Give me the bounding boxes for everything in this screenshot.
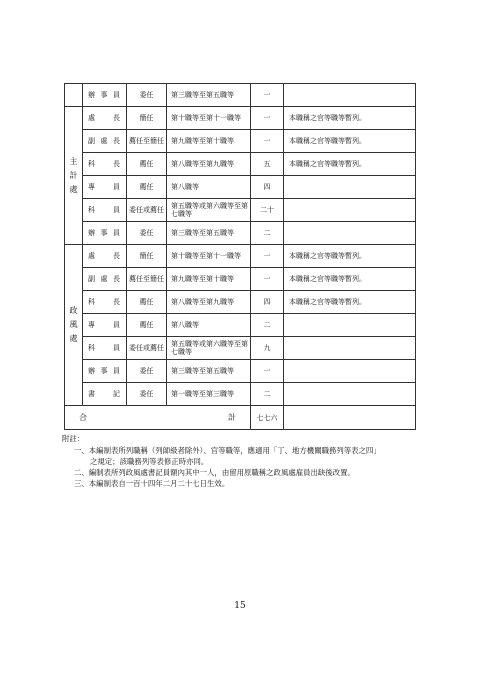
- table-row: [65, 222, 416, 245]
- rank-level-cell: 委任或薦任: [127, 199, 167, 222]
- rank-level-cell: 薦任至簡任: [127, 268, 167, 291]
- remark-cell: 本職稱之官等職等暫列。: [284, 245, 416, 268]
- headcount-cell: 一: [251, 107, 284, 130]
- table-row: [65, 153, 416, 176]
- remark-cell: [284, 383, 416, 406]
- remark-cell: [284, 222, 416, 245]
- note-item-1: 一、本編制表所列職稱（列師級者除外）、官等職等，應適用「丁、地方機關職務列等表之四」: [74, 446, 381, 455]
- grade-range-cell: 第九職等至第十職等: [167, 130, 251, 153]
- rank-level-cell: 簡任: [127, 245, 167, 268]
- unit-name-char: 政: [69, 306, 78, 315]
- remark-cell: [284, 314, 416, 337]
- total-label-cell: 合計: [65, 406, 251, 430]
- notes-section: [62, 433, 422, 489]
- total-remark-cell: [284, 406, 416, 430]
- headcount-cell: 一: [251, 245, 284, 268]
- grade-range-cell: 第八職等至第九職等: [167, 153, 251, 176]
- remark-cell: [284, 84, 416, 107]
- job-title-cell: 科員: [83, 199, 127, 222]
- rank-level-cell: 委任: [127, 383, 167, 406]
- unit-name-char: 風: [69, 320, 78, 329]
- unit-cell-blank: [65, 84, 83, 107]
- table-row: [65, 130, 416, 153]
- table-row: [65, 314, 416, 337]
- rank-level-cell: 簡任: [127, 107, 167, 130]
- headcount-cell: 一: [251, 268, 284, 291]
- grade-range-cell: 第十職等至第十一職等: [167, 245, 251, 268]
- job-title-cell: 副處長: [83, 268, 127, 291]
- page-number: 15: [234, 601, 246, 611]
- table-row: [65, 268, 416, 291]
- headcount-cell: 二: [251, 222, 284, 245]
- job-title-cell: 副處長: [83, 130, 127, 153]
- grade-range-cell: 第八職等至第九職等: [167, 291, 251, 314]
- headcount-cell: 二: [251, 314, 284, 337]
- unit-name-cell: [65, 107, 83, 245]
- total-row: [65, 406, 416, 430]
- rank-level-cell: 委任: [127, 360, 167, 383]
- remark-cell: 本職稱之官等職等暫列。: [284, 268, 416, 291]
- table-row: [65, 84, 416, 107]
- remark-cell: [284, 199, 416, 222]
- headcount-cell: 一: [251, 84, 284, 107]
- rank-level-cell: 薦任: [127, 176, 167, 199]
- grade-range-cell: 第八職等: [167, 176, 251, 199]
- job-title-cell: 辦事員: [83, 360, 127, 383]
- remark-cell: [284, 360, 416, 383]
- unit-name-char: 主: [69, 156, 78, 166]
- note-item-2: 二、編制表所列政風處書記員額內其中一人，由留用原職稱之政風處雇員出缺後改置。: [74, 468, 355, 477]
- note-item-1-continued: 之規定；該職務列等表修正時亦同。: [90, 457, 209, 466]
- staffing-table: [64, 83, 416, 430]
- remark-cell: 本職稱之官等職等暫列。: [284, 153, 416, 176]
- table-row: [65, 107, 416, 130]
- job-title-cell: 科長: [83, 291, 127, 314]
- job-title-cell: 專員: [83, 176, 127, 199]
- remark-cell: 本職稱之官等職等暫列。: [284, 130, 416, 153]
- rank-level-cell: 薦任: [127, 291, 167, 314]
- headcount-cell: 二: [251, 383, 284, 406]
- unit-name-char: 處: [69, 184, 78, 194]
- headcount-cell: 九: [251, 337, 284, 360]
- table-row: [65, 360, 416, 383]
- headcount-cell: 二十: [251, 199, 284, 222]
- job-title-cell: 辦事員: [83, 222, 127, 245]
- notes-heading: 附註：: [62, 434, 85, 443]
- grade-range-cell: 第三職等至第五職等: [167, 360, 251, 383]
- grade-range-cell: 第五職等或第六職等至第七職等: [167, 337, 251, 360]
- grade-range-cell: 第三職等至第五職等: [167, 222, 251, 245]
- grade-range-cell: 第八職等: [167, 314, 251, 337]
- table-row: [65, 383, 416, 406]
- table-row: [65, 245, 416, 268]
- job-title-cell: 科員: [83, 337, 127, 360]
- unit-name-char: 處: [69, 334, 78, 343]
- job-title-cell: 辦事員: [83, 84, 127, 107]
- rank-level-cell: 委任: [127, 84, 167, 107]
- job-title-cell: 處長: [83, 107, 127, 130]
- grade-range-cell: 第三職等至第五職等: [167, 84, 251, 107]
- rank-level-cell: 薦任: [127, 314, 167, 337]
- unit-name-cell: [65, 245, 83, 406]
- note-item-3: 三、本編制表自一百十四年二月二十七日生效。: [74, 479, 230, 488]
- headcount-cell: 四: [251, 176, 284, 199]
- remark-cell: 本職稱之官等職等暫列。: [284, 107, 416, 130]
- table-row: [65, 199, 416, 222]
- total-value-cell: 七七六: [251, 406, 284, 430]
- grade-range-cell: 第九職等至第十職等: [167, 268, 251, 291]
- grade-range-cell: 第一職等至第三職等: [167, 383, 251, 406]
- job-title-cell: 書記: [83, 383, 127, 406]
- job-title-cell: 科長: [83, 153, 127, 176]
- table-row: [65, 337, 416, 360]
- headcount-cell: 一: [251, 130, 284, 153]
- table-row: [65, 291, 416, 314]
- rank-level-cell: 薦任: [127, 153, 167, 176]
- headcount-cell: 四: [251, 291, 284, 314]
- rank-level-cell: 薦任至簡任: [127, 130, 167, 153]
- remark-cell: [284, 176, 416, 199]
- unit-name-char: 計: [69, 170, 78, 180]
- rank-level-cell: 委任: [127, 222, 167, 245]
- remark-cell: [284, 337, 416, 360]
- job-title-cell: 處長: [83, 245, 127, 268]
- rank-level-cell: 委任或薦任: [127, 337, 167, 360]
- job-title-cell: 專員: [83, 314, 127, 337]
- grade-range-cell: 第十職等至第十一職等: [167, 107, 251, 130]
- grade-range-cell: 第五職等或第六職等至第七職等: [167, 199, 251, 222]
- table-row: [65, 176, 416, 199]
- remark-cell: 本職稱之官等職等暫列。: [284, 291, 416, 314]
- headcount-cell: 五: [251, 153, 284, 176]
- headcount-cell: 一: [251, 360, 284, 383]
